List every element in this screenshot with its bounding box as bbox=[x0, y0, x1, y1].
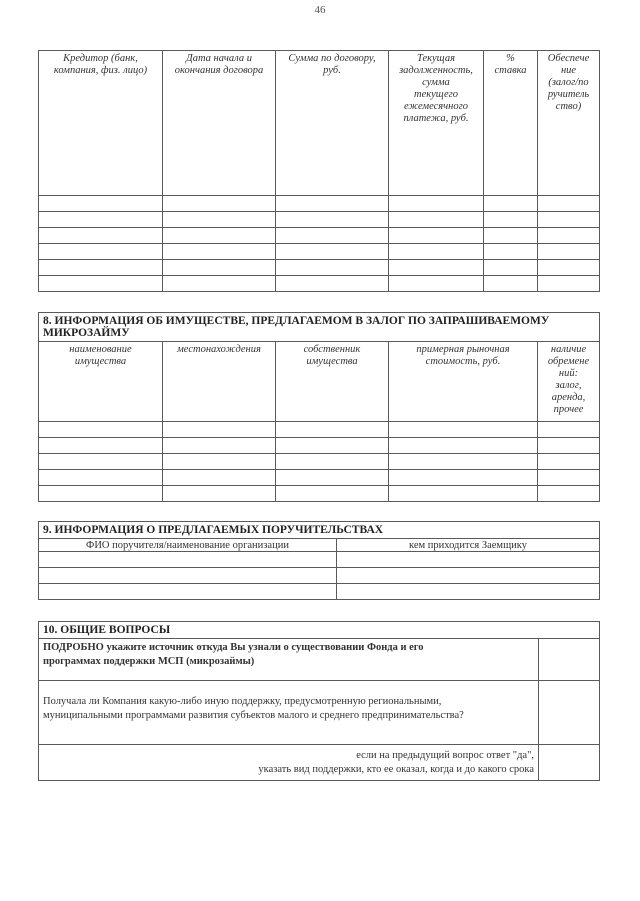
header-line: платежа, руб. bbox=[403, 113, 469, 124]
section9-header-row bbox=[39, 539, 600, 552]
header-line: сумма bbox=[422, 77, 450, 88]
header-market-value bbox=[389, 342, 538, 422]
empty-cell[interactable] bbox=[163, 486, 276, 502]
header-line: ние bbox=[560, 65, 577, 76]
header-line: текущего bbox=[413, 89, 458, 100]
empty-cell[interactable] bbox=[163, 228, 276, 244]
section8-table bbox=[38, 312, 600, 502]
answer-other-support-field[interactable] bbox=[539, 681, 600, 745]
empty-cell[interactable] bbox=[163, 196, 276, 212]
header-line: ручитель bbox=[547, 89, 590, 100]
empty-cell[interactable] bbox=[39, 244, 163, 260]
header-line: местонахождения bbox=[177, 344, 261, 355]
empty-cell[interactable] bbox=[538, 212, 600, 228]
empty-cell[interactable] bbox=[389, 470, 538, 486]
empty-cell[interactable] bbox=[39, 196, 163, 212]
header-line: компания, физ. лицо) bbox=[53, 65, 148, 76]
empty-cell[interactable] bbox=[39, 260, 163, 276]
header-line: аренда, bbox=[551, 392, 586, 403]
header-current-debt bbox=[389, 51, 484, 196]
empty-cell[interactable] bbox=[484, 244, 538, 260]
empty-cell[interactable] bbox=[389, 276, 484, 292]
header-line: собственник bbox=[303, 344, 361, 355]
empty-cell[interactable] bbox=[276, 486, 389, 502]
empty-cell[interactable] bbox=[538, 454, 600, 470]
loans-row bbox=[39, 212, 600, 228]
empty-cell[interactable] bbox=[538, 486, 600, 502]
question-support-details-row bbox=[39, 745, 600, 781]
question-other-support-row bbox=[39, 681, 600, 745]
section8-title: 8. ИНФОРМАЦИЯ ОБ ИМУЩЕСТВЕ, ПРЕДЛАГАЕМОМ В ЗАЛОГ ПО ЗАПРАШИВАЕМОМУ МИКРОЗАЙМУ bbox=[39, 313, 600, 342]
header-line: имущества bbox=[74, 356, 127, 367]
empty-cell[interactable] bbox=[389, 486, 538, 502]
header-contract-sum bbox=[276, 51, 389, 196]
header-property-name bbox=[39, 342, 163, 422]
header-line: обремене bbox=[547, 356, 590, 367]
empty-cell[interactable] bbox=[276, 470, 389, 486]
empty-cell[interactable] bbox=[484, 276, 538, 292]
empty-cell[interactable] bbox=[337, 552, 600, 568]
empty-cell[interactable] bbox=[389, 438, 538, 454]
question-source: ПОДРОБНО укажите источник откуда Вы узнали о существовании Фонда и его программах поддержки МСП (микрозаймы) bbox=[39, 639, 539, 681]
empty-cell[interactable] bbox=[389, 260, 484, 276]
empty-cell[interactable] bbox=[39, 422, 163, 438]
empty-cell[interactable] bbox=[39, 438, 163, 454]
empty-cell[interactable] bbox=[389, 212, 484, 228]
empty-cell[interactable] bbox=[39, 470, 163, 486]
section9-title-row bbox=[39, 522, 600, 539]
header-line: Дата начала и bbox=[186, 53, 252, 64]
header-collateral bbox=[538, 51, 600, 196]
question-support-details: если на предыдущий вопрос ответ "да", указать вид поддержки, кто ее оказал, когда и до какого срока bbox=[39, 745, 539, 781]
section8-title-row bbox=[39, 313, 600, 342]
empty-cell[interactable] bbox=[538, 244, 600, 260]
section8-header-row bbox=[39, 342, 600, 422]
loans-row bbox=[39, 276, 600, 292]
empty-cell[interactable] bbox=[276, 228, 389, 244]
header-line: залог, bbox=[555, 380, 582, 391]
empty-cell[interactable] bbox=[484, 212, 538, 228]
empty-cell[interactable] bbox=[538, 438, 600, 454]
header-location bbox=[163, 342, 276, 422]
empty-cell[interactable] bbox=[389, 228, 484, 244]
empty-cell[interactable] bbox=[163, 260, 276, 276]
section10-table bbox=[38, 621, 600, 781]
answer-support-details-field[interactable] bbox=[539, 745, 600, 781]
header-line: окончания договора bbox=[174, 65, 264, 76]
property-row bbox=[39, 438, 600, 454]
header-line: % bbox=[506, 53, 515, 64]
empty-cell[interactable] bbox=[337, 584, 600, 600]
empty-cell[interactable] bbox=[389, 422, 538, 438]
section10-title-row bbox=[39, 622, 600, 639]
header-line: руб. bbox=[323, 65, 341, 76]
guarantor-row bbox=[39, 584, 600, 600]
empty-cell[interactable] bbox=[39, 486, 163, 502]
empty-cell[interactable] bbox=[389, 454, 538, 470]
header-line: Кредитор (банк, bbox=[63, 53, 138, 64]
empty-cell[interactable] bbox=[39, 228, 163, 244]
header-line: наименование bbox=[69, 344, 132, 355]
empty-cell[interactable] bbox=[276, 196, 389, 212]
page-number: 46 bbox=[314, 4, 326, 16]
header-rate bbox=[484, 51, 538, 196]
header-line: ство) bbox=[555, 101, 582, 112]
header-creditor bbox=[39, 51, 163, 196]
guarantor-row bbox=[39, 568, 600, 584]
loans-row bbox=[39, 196, 600, 212]
empty-cell[interactable] bbox=[276, 422, 389, 438]
empty-cell[interactable] bbox=[538, 276, 600, 292]
header-line: наличие bbox=[550, 344, 587, 355]
loans-table bbox=[38, 50, 600, 292]
empty-cell[interactable] bbox=[538, 470, 600, 486]
empty-cell[interactable] bbox=[276, 454, 389, 470]
header-line: ежемесячного bbox=[403, 101, 468, 112]
header-guarantor-name: ФИО поручителя/наименование организации bbox=[39, 539, 337, 552]
loans-row bbox=[39, 260, 600, 276]
header-line: имущества bbox=[306, 356, 358, 367]
empty-cell[interactable] bbox=[484, 260, 538, 276]
empty-cell[interactable] bbox=[163, 470, 276, 486]
empty-cell[interactable] bbox=[276, 438, 389, 454]
answer-source-field[interactable] bbox=[539, 639, 600, 681]
empty-cell[interactable] bbox=[39, 454, 163, 470]
question-other-support: Получала ли Компания какую-либо иную поддержку, предусмотренную региональными, муниципальными программами развития субъектов малого и среднего предпринимательства? bbox=[39, 681, 539, 745]
header-line: задолженность, bbox=[399, 65, 473, 76]
empty-cell[interactable] bbox=[276, 276, 389, 292]
header-contract-dates bbox=[163, 51, 276, 196]
empty-cell[interactable] bbox=[389, 244, 484, 260]
loans-row bbox=[39, 228, 600, 244]
empty-cell[interactable] bbox=[538, 228, 600, 244]
header-line: Текущая bbox=[416, 53, 455, 64]
empty-cell[interactable] bbox=[276, 212, 389, 228]
empty-cell[interactable] bbox=[39, 584, 337, 600]
property-row bbox=[39, 470, 600, 486]
empty-cell[interactable] bbox=[538, 196, 600, 212]
property-row bbox=[39, 486, 600, 502]
empty-cell[interactable] bbox=[163, 212, 276, 228]
empty-cell[interactable] bbox=[538, 260, 600, 276]
empty-cell[interactable] bbox=[163, 276, 276, 292]
header-line: (залог/по bbox=[548, 77, 589, 88]
header-line: ставка bbox=[494, 65, 527, 76]
header-owner bbox=[276, 342, 389, 422]
loans-header-row bbox=[39, 51, 600, 196]
guarantor-row bbox=[39, 552, 600, 568]
empty-cell[interactable] bbox=[163, 244, 276, 260]
empty-cell[interactable] bbox=[163, 422, 276, 438]
question-source-row bbox=[39, 639, 600, 681]
empty-cell[interactable] bbox=[163, 438, 276, 454]
header-encumbrance bbox=[538, 342, 600, 422]
header-line: стоимость, руб. bbox=[425, 356, 501, 367]
header-line: примерная рыночная bbox=[416, 344, 510, 355]
empty-cell[interactable] bbox=[538, 422, 600, 438]
property-row bbox=[39, 422, 600, 438]
empty-cell[interactable] bbox=[484, 196, 538, 212]
header-line: Сумма по договору, bbox=[288, 53, 376, 64]
empty-cell[interactable] bbox=[39, 552, 337, 568]
property-row bbox=[39, 454, 600, 470]
section10-title: 10. ОБЩИЕ ВОПРОСЫ bbox=[39, 622, 600, 639]
section9-table bbox=[38, 521, 600, 600]
header-line: Обеспече bbox=[547, 53, 590, 64]
empty-cell[interactable] bbox=[484, 228, 538, 244]
empty-cell[interactable] bbox=[39, 276, 163, 292]
section9-title: 9. ИНФОРМАЦИЯ О ПРЕДЛАГАЕМЫХ ПОРУЧИТЕЛЬСТВАХ bbox=[39, 522, 600, 539]
header-line: ний: bbox=[558, 368, 579, 379]
header-line: прочее bbox=[553, 404, 584, 415]
empty-cell[interactable] bbox=[39, 568, 337, 584]
empty-cell[interactable] bbox=[276, 244, 389, 260]
empty-cell[interactable] bbox=[163, 454, 276, 470]
empty-cell[interactable] bbox=[276, 260, 389, 276]
empty-cell[interactable] bbox=[337, 568, 600, 584]
loans-row bbox=[39, 244, 600, 260]
empty-cell[interactable] bbox=[39, 212, 163, 228]
header-relation: кем приходится Заемщику bbox=[337, 539, 600, 552]
empty-cell[interactable] bbox=[389, 196, 484, 212]
